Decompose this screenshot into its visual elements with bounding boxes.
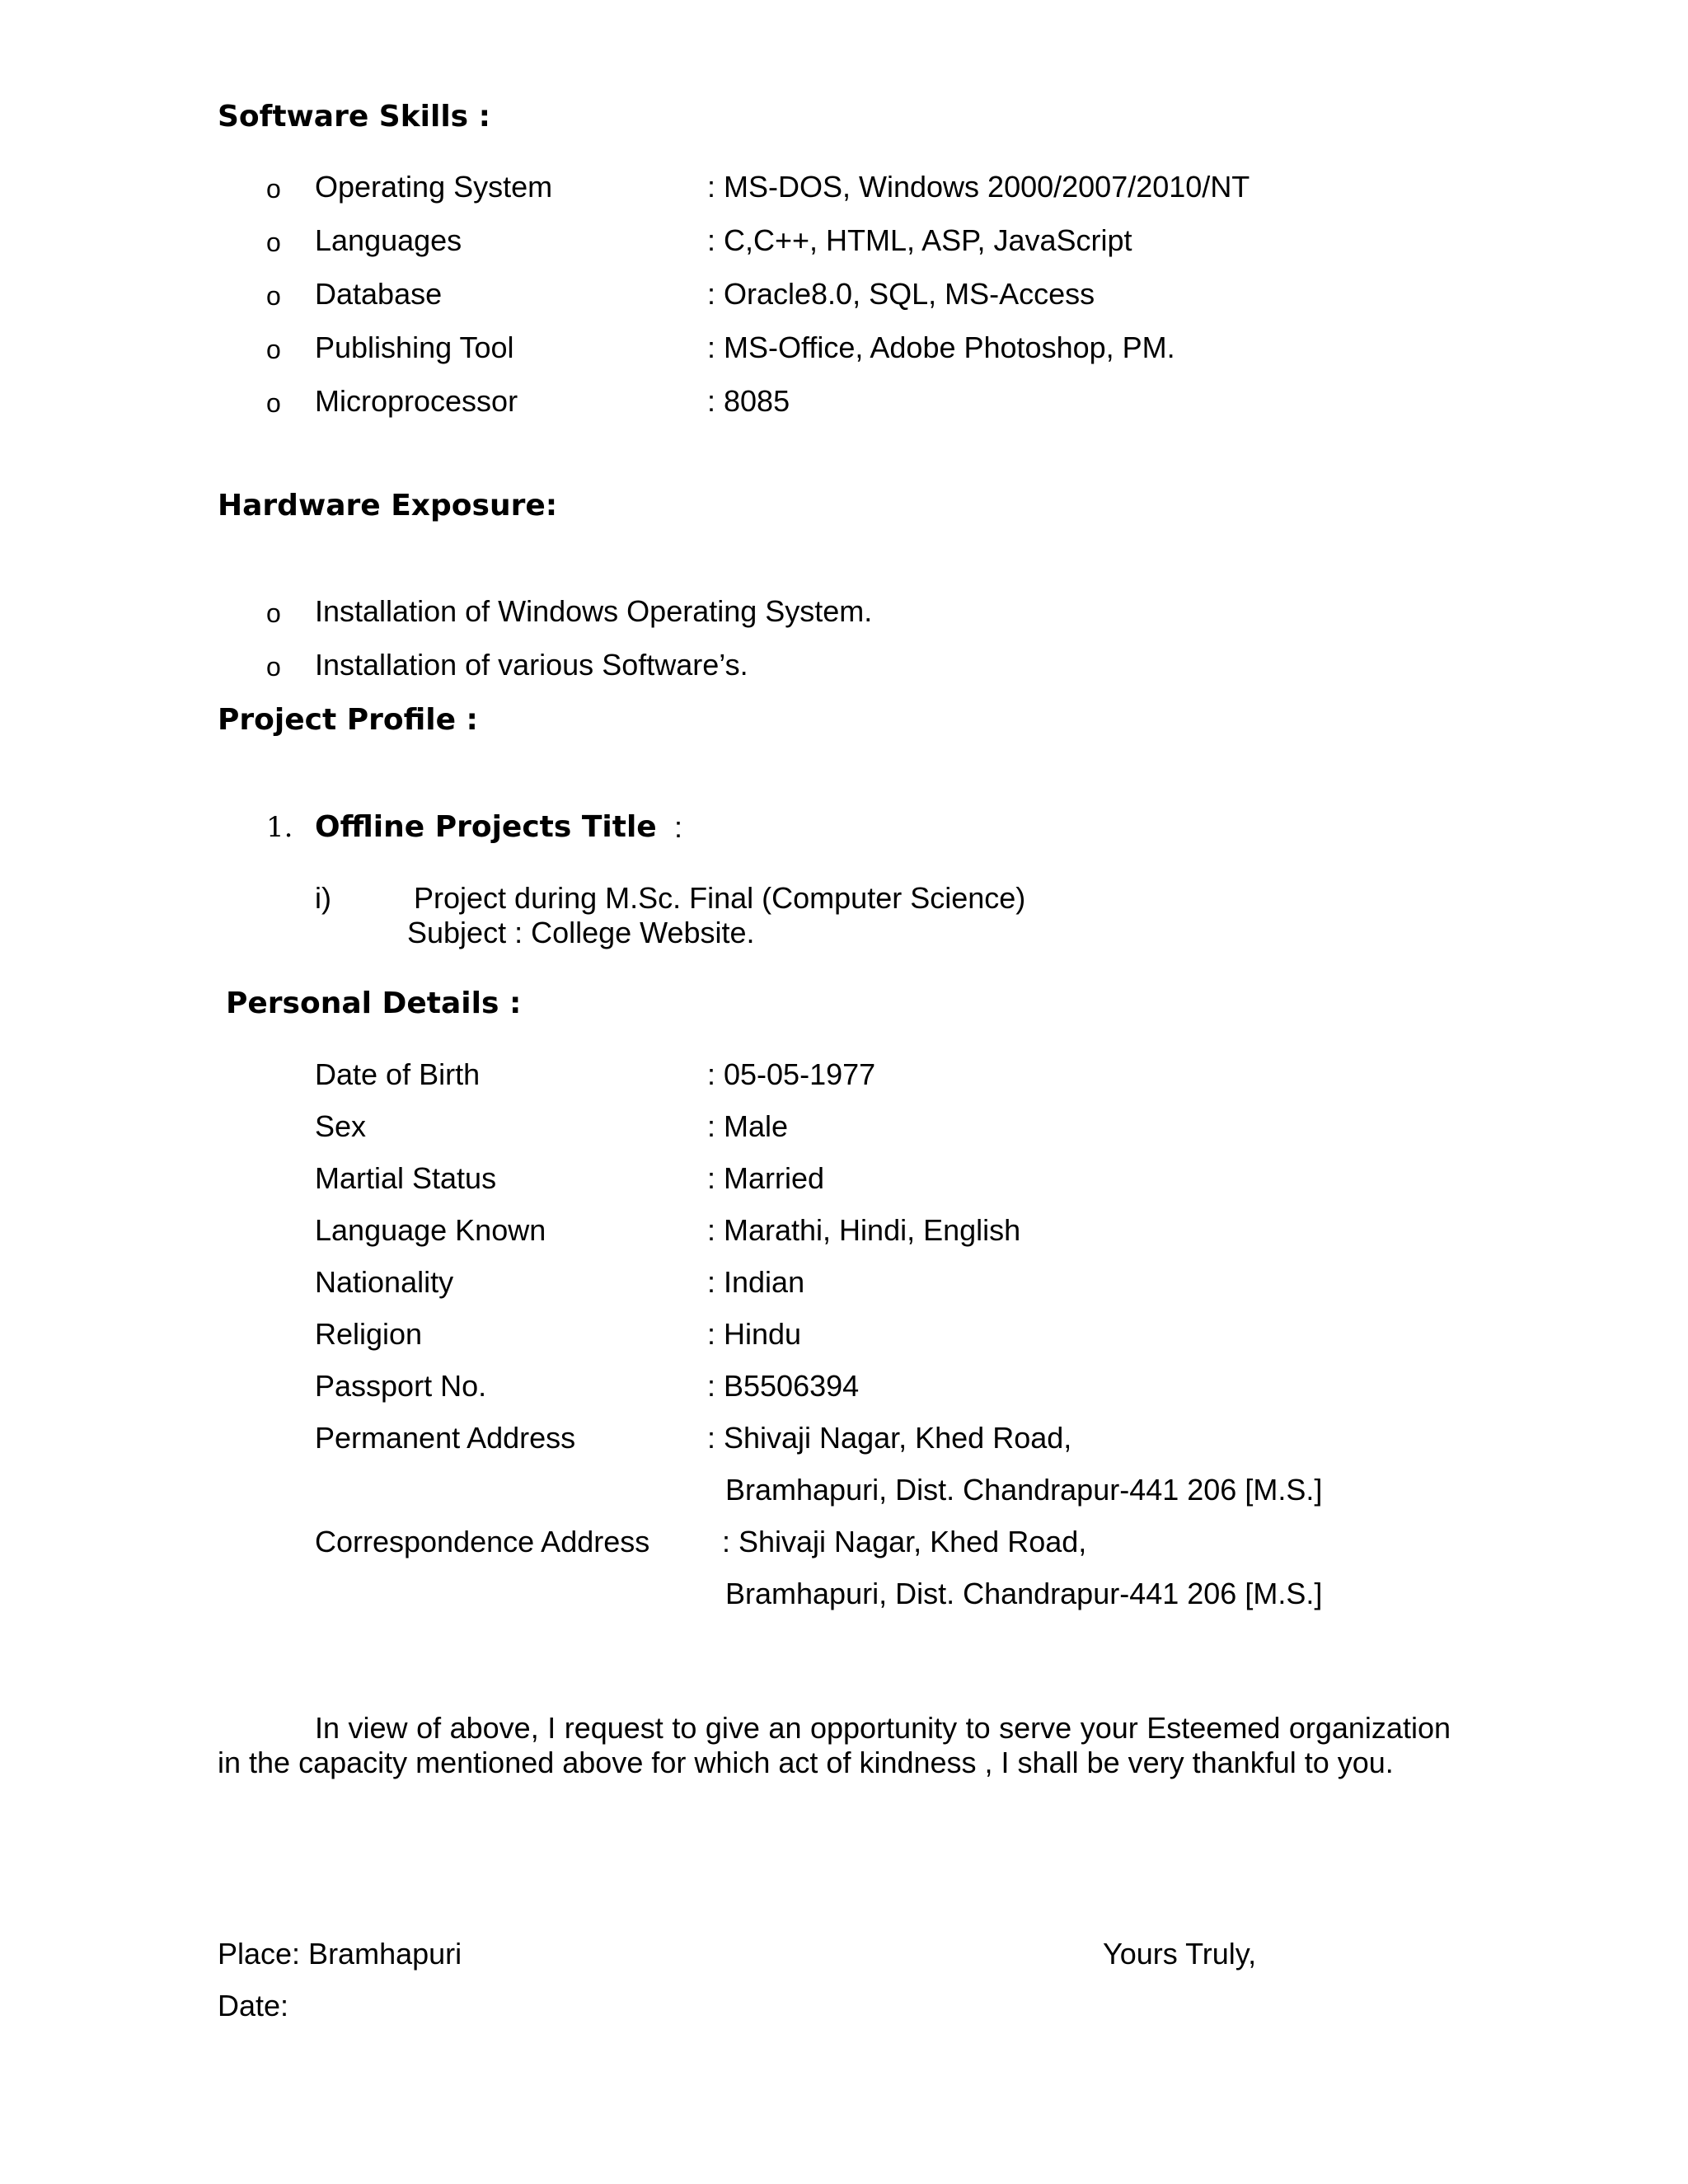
project-title-colon: : <box>674 810 683 844</box>
correspondence-address-line2: Bramhapuri, Dist. Chandrapur-441 206 [M.S.] <box>725 1577 1323 1610</box>
detail-label: Date of Birth <box>315 1057 481 1091</box>
personal-details-heading: Personal Details : <box>226 987 522 1020</box>
skill-value: : 8085 <box>707 384 790 418</box>
bullet-icon: o <box>266 174 281 204</box>
software-skills-heading: Software Skills : <box>218 100 491 134</box>
project-title: Offline Projects Title <box>315 810 657 844</box>
bullet-icon: o <box>266 227 281 257</box>
detail-label: Language Known <box>315 1213 546 1247</box>
skill-label: Publishing Tool <box>315 330 514 364</box>
detail-value: : Marathi, Hindi, English <box>707 1213 1021 1247</box>
closing-paragraph-text: In view of above, I request to give an opportunity to serve your Esteemed organization in the capacity mentioned above for which act of kindness , I shall be very thankful to you. <box>218 1711 1451 1779</box>
detail-value: : Married <box>707 1161 825 1195</box>
detail-value: : B5506394 <box>707 1369 860 1403</box>
detail-label: Nationality <box>315 1265 454 1299</box>
skill-value: : C,C++, HTML, ASP, JavaScript <box>707 223 1132 257</box>
bullet-icon: o <box>266 598 281 628</box>
project-subject: Subject : College Website. <box>407 916 755 949</box>
bullet-icon: o <box>266 335 281 364</box>
project-profile-heading: Project Profile : <box>218 703 478 737</box>
hardware-exposure-heading: Hardware Exposure: <box>218 489 558 523</box>
bullet-icon: o <box>266 281 281 311</box>
permanent-address-line2: Bramhapuri, Dist. Chandrapur-441 206 [M.S.] <box>725 1473 1323 1507</box>
detail-label: Sex <box>315 1109 367 1143</box>
skill-label: Operating System <box>315 170 553 204</box>
project-line: Project during M.Sc. Final (Computer Science) <box>414 881 1026 915</box>
hardware-item: Installation of various Software’s. <box>315 648 748 682</box>
detail-label: Martial Status <box>315 1161 497 1195</box>
correspondence-address-label: Correspondence Address <box>315 1525 650 1558</box>
detail-label: Passport No. <box>315 1369 487 1403</box>
detail-value: : Hindu <box>707 1317 802 1351</box>
project-item-marker: i) <box>315 881 331 915</box>
sign-off: Yours Truly, <box>1103 1937 1257 1971</box>
place-line: Place: Bramhapuri <box>218 1937 462 1971</box>
bullet-icon: o <box>266 652 281 682</box>
detail-value: : Male <box>707 1109 789 1143</box>
closing-paragraph <box>218 1711 1451 1780</box>
detail-value: : Indian <box>707 1265 805 1299</box>
permanent-address-label: Permanent Address <box>315 1421 576 1455</box>
skill-value: : Oracle8.0, SQL, MS-Access <box>707 277 1095 311</box>
skill-label: Database <box>315 277 443 311</box>
date-line: Date: <box>218 1989 289 2022</box>
project-number: 1. <box>266 811 293 844</box>
correspondence-address-line1: : Shivaji Nagar, Khed Road, <box>722 1525 1087 1558</box>
skill-value: : MS-DOS, Windows 2000/2007/2010/NT <box>707 170 1250 204</box>
skill-label: Languages <box>315 223 462 257</box>
bullet-icon: o <box>266 388 281 418</box>
detail-label: Religion <box>315 1317 423 1351</box>
permanent-address-line1: : Shivaji Nagar, Khed Road, <box>707 1421 1072 1455</box>
skill-label: Microprocessor <box>315 384 518 418</box>
skill-value: : MS-Office, Adobe Photoshop, PM. <box>707 330 1175 364</box>
hardware-item: Installation of Windows Operating System. <box>315 594 873 628</box>
detail-value: : 05-05-1977 <box>707 1057 876 1091</box>
